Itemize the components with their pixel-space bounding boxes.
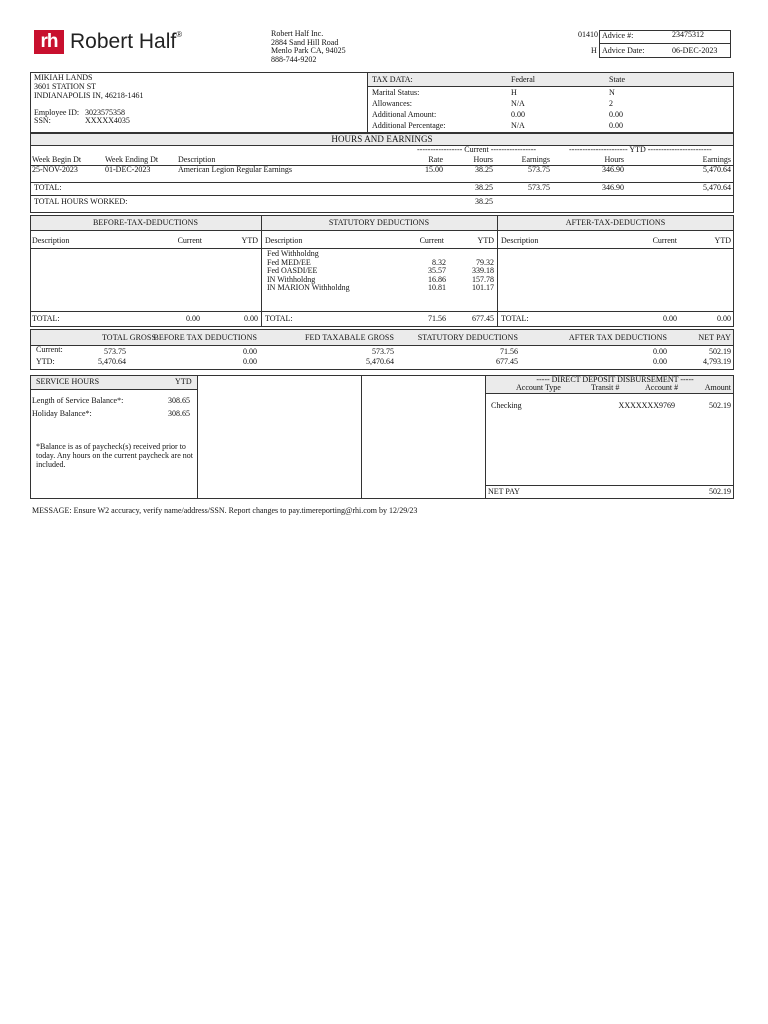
advice-flag: H	[591, 46, 597, 55]
length-of-service-value: 308.65	[168, 396, 190, 405]
earnings-hours: 38.25	[475, 165, 493, 174]
statutory-description: Fed MED/EE	[267, 258, 311, 267]
dd-net-pay-line	[485, 485, 734, 486]
earnings-rate: 15.00	[425, 165, 443, 174]
earnings-total-amount: 573.75	[528, 183, 550, 192]
advice-code: 01410	[578, 30, 598, 39]
statutory-ytd: 79.32	[476, 258, 494, 267]
tax-row-label: Additional Percentage:	[372, 121, 446, 130]
balance-note-line2: today. Any hours on the current paycheck are not	[36, 451, 193, 460]
tax-row-federal: N/A	[511, 99, 525, 108]
earnings-total-hours: 38.25	[475, 183, 493, 192]
company-phone: 888-744-9202	[271, 55, 317, 64]
logo-registered-mark: ®	[176, 30, 183, 39]
summary-col-statutory: STATUTORY DEDUCTIONS	[417, 333, 518, 342]
col-hours: Hours	[473, 155, 493, 164]
bottom-divider-2	[361, 375, 362, 499]
before-col-description: Description	[32, 236, 70, 245]
tax-data-title: TAX DATA:	[372, 75, 413, 84]
balance-note-line3: included.	[36, 460, 66, 469]
before-total-label: TOTAL:	[32, 314, 60, 323]
hours-worked-label: TOTAL HOURS WORKED:	[34, 197, 128, 206]
service-hours-ytd-label: YTD	[175, 377, 192, 386]
summary-ytd-before: 0.00	[243, 357, 257, 366]
tax-data-header-bg	[368, 73, 733, 86]
tax-row-state: 2	[609, 99, 613, 108]
summary-current-net: 502.19	[709, 347, 731, 356]
summary-ytd-net: 4,793.19	[703, 357, 731, 366]
summary-col-net-pay: NET PAY	[698, 333, 731, 342]
before-total-current: 0.00	[186, 314, 200, 323]
ytd-group-label: ---------------------- YTD ------------------------	[569, 145, 712, 154]
employee-ssn-label: SSN:	[34, 116, 51, 125]
service-hours-header-line	[30, 389, 197, 390]
earnings-ytd-hours: 346.90	[602, 165, 624, 174]
message-text: MESSAGE: Ensure W2 accuracy, verify name/address/SSN. Report changes to pay.timereporting@rhi.com by 12/29/23	[32, 506, 418, 515]
summary-current-label: Current:	[36, 345, 63, 354]
before-col-ytd: YTD	[241, 236, 258, 245]
summary-col-before-tax: BEFORE TAX DEDUCTIONS	[153, 333, 257, 342]
col-ytd-hours: Hours	[604, 155, 624, 164]
hours-earnings-title: HOURS AND EARNINGS	[331, 134, 433, 144]
before-tax-title: BEFORE-TAX-DEDUCTIONS	[92, 218, 198, 227]
statutory-col-ytd: YTD	[477, 236, 494, 245]
hours-worked-line	[30, 195, 734, 196]
statutory-total-current: 71.56	[428, 314, 446, 323]
after-col-description: Description	[501, 236, 539, 245]
earnings-week-begin: 25-NOV-2023	[32, 165, 78, 174]
statutory-description: Fed Withholdng	[267, 249, 319, 258]
tax-row-federal: N/A	[511, 121, 525, 130]
earnings-description: American Legion Regular Earnings	[178, 165, 292, 174]
dd-col-transit: Transit #	[591, 383, 620, 392]
direct-deposit-title: ----- DIRECT DEPOSIT DISBURSEMENT -----	[536, 375, 694, 384]
summary-col-total-gross: TOTAL GROSS	[101, 333, 156, 342]
summary-current-statutory: 71.56	[500, 347, 518, 356]
statutory-total-ytd: 677.45	[472, 314, 494, 323]
tax-row-state: 0.00	[609, 110, 623, 119]
bottom-divider-1	[197, 375, 198, 499]
tax-row-state: 0.00	[609, 121, 623, 130]
before-col-current: Current	[177, 236, 202, 245]
earnings-total-ytd-amount: 5,470.64	[703, 183, 731, 192]
col-rate: Rate	[428, 155, 443, 164]
tax-row-state: N	[609, 88, 615, 97]
tax-state-label: State	[609, 75, 625, 84]
tax-row-label: Allowances:	[372, 99, 412, 108]
dd-net-pay-label: NET PAY	[488, 487, 520, 496]
tax-row-label: Marital Status:	[372, 88, 420, 97]
before-total-ytd: 0.00	[244, 314, 258, 323]
advice-date-label: Advice Date:	[602, 46, 645, 55]
statutory-title: STATUTORY DEDUCTIONS	[328, 218, 430, 227]
dd-col-account: Account #	[645, 383, 679, 392]
logo-mark: rh	[34, 30, 64, 54]
statutory-col-current: Current	[419, 236, 444, 245]
after-tax-title: AFTER-TAX-DEDUCTIONS	[565, 218, 666, 227]
company-name: Robert Half Inc.	[271, 29, 324, 38]
deductions-header-line	[30, 230, 734, 231]
deductions-total-line	[30, 311, 734, 312]
summary-ytd-fed-taxable: 5,470.64	[366, 357, 394, 366]
summary-ytd-after: 0.00	[653, 357, 667, 366]
earnings-ytd-amount: 5,470.64	[703, 165, 731, 174]
employee-id: 3023575358	[85, 108, 125, 117]
col-ytd-earnings: Earnings	[702, 155, 731, 164]
col-description: Description	[178, 155, 216, 164]
advice-divider	[599, 43, 731, 44]
summary-current-gross: 573.75	[104, 347, 126, 356]
after-total-current: 0.00	[663, 314, 677, 323]
statutory-description: Fed OASDI/EE	[267, 266, 318, 275]
dd-col-account-type: Account Type	[516, 383, 561, 392]
logo-text-label: Robert Half	[70, 30, 177, 53]
statutory-current: 8.32	[432, 258, 446, 267]
advice-number: 23475312	[672, 30, 704, 39]
service-hours-title: SERVICE HOURS	[36, 377, 100, 386]
company-address-line2: Menlo Park CA, 94025	[271, 46, 346, 55]
employee-city: INDIANAPOLIS IN, 46218-1461	[34, 91, 144, 100]
summary-current-fed-taxable: 573.75	[372, 347, 394, 356]
after-col-current: Current	[652, 236, 677, 245]
after-col-ytd: YTD	[714, 236, 731, 245]
current-group-label: ----------------- Current -----------------	[417, 145, 537, 154]
statutory-ytd: 157.78	[472, 275, 494, 284]
statutory-current: 35.57	[428, 266, 446, 275]
balance-note-line1: *Balance is as of paycheck(s) received prior to	[36, 442, 186, 451]
summary-col-after-tax: AFTER TAX DEDUCTIONS	[568, 333, 667, 342]
statutory-ytd: 339.18	[472, 266, 494, 275]
statutory-total-label: TOTAL:	[265, 314, 293, 323]
direct-deposit-header-line	[485, 393, 734, 394]
tax-row-federal: H	[511, 88, 517, 97]
employee-ssn: XXXXX4035	[85, 116, 130, 125]
length-of-service-label: Length of Service Balance*:	[32, 396, 124, 405]
logo-text	[70, 29, 182, 55]
earnings-total-ytd-hours: 346.90	[602, 183, 624, 192]
hours-worked-value: 38.25	[475, 197, 493, 206]
dd-amount: 502.19	[709, 401, 731, 410]
dd-net-pay-value: 502.19	[709, 487, 731, 496]
after-total-label: TOTAL:	[501, 314, 529, 323]
summary-ytd-label: YTD:	[36, 357, 55, 366]
summary-ytd-statutory: 677.45	[496, 357, 518, 366]
tax-data-header-line	[367, 86, 734, 87]
tax-row-federal: 0.00	[511, 110, 525, 119]
statutory-description: IN MARION Withholdng	[267, 283, 350, 292]
holiday-balance-label: Holiday Balance*:	[32, 409, 92, 418]
statutory-current: 10.81	[428, 283, 446, 292]
summary-header-line	[30, 345, 734, 346]
holiday-balance-value: 308.65	[168, 409, 190, 418]
earnings-week-end: 01-DEC-2023	[105, 165, 151, 174]
deductions-col-header-line	[30, 248, 734, 249]
dd-col-amount: Amount	[704, 383, 731, 392]
tax-row-label: Additional Amount:	[372, 110, 437, 119]
dd-account-number: XXXXXXX9769	[618, 401, 675, 410]
earnings-amount: 573.75	[528, 165, 550, 174]
dd-account-type: Checking	[491, 401, 522, 410]
advice-date: 06-DEC-2023	[672, 46, 718, 55]
summary-col-fed-taxable: FED TAXABALE GROSS	[304, 333, 394, 342]
statutory-ytd: 101.17	[472, 283, 494, 292]
summary-ytd-gross: 5,470.64	[98, 357, 126, 366]
employee-name: MIKIAH LANDS	[34, 73, 93, 82]
employee-street: 3601 STATION ST	[34, 82, 97, 91]
statutory-current: 16.86	[428, 275, 446, 284]
col-week-end: Week Ending Dt	[105, 155, 159, 164]
summary-current-before: 0.00	[243, 347, 257, 356]
earnings-total-line	[30, 182, 734, 183]
statutory-col-description: Description	[265, 236, 303, 245]
earnings-total-label: TOTAL:	[34, 183, 62, 192]
summary-current-after: 0.00	[653, 347, 667, 356]
company-address-line1: 2884 Sand Hill Road	[271, 38, 339, 47]
col-week-begin: Week Begin Dt	[32, 155, 82, 164]
tax-federal-label: Federal	[511, 75, 535, 84]
employee-id-label: Employee ID:	[34, 108, 80, 117]
statutory-description: IN Withholdng	[267, 275, 316, 284]
after-total-ytd: 0.00	[717, 314, 731, 323]
col-earnings: Earnings	[521, 155, 550, 164]
advice-number-label: Advice #:	[602, 31, 634, 40]
